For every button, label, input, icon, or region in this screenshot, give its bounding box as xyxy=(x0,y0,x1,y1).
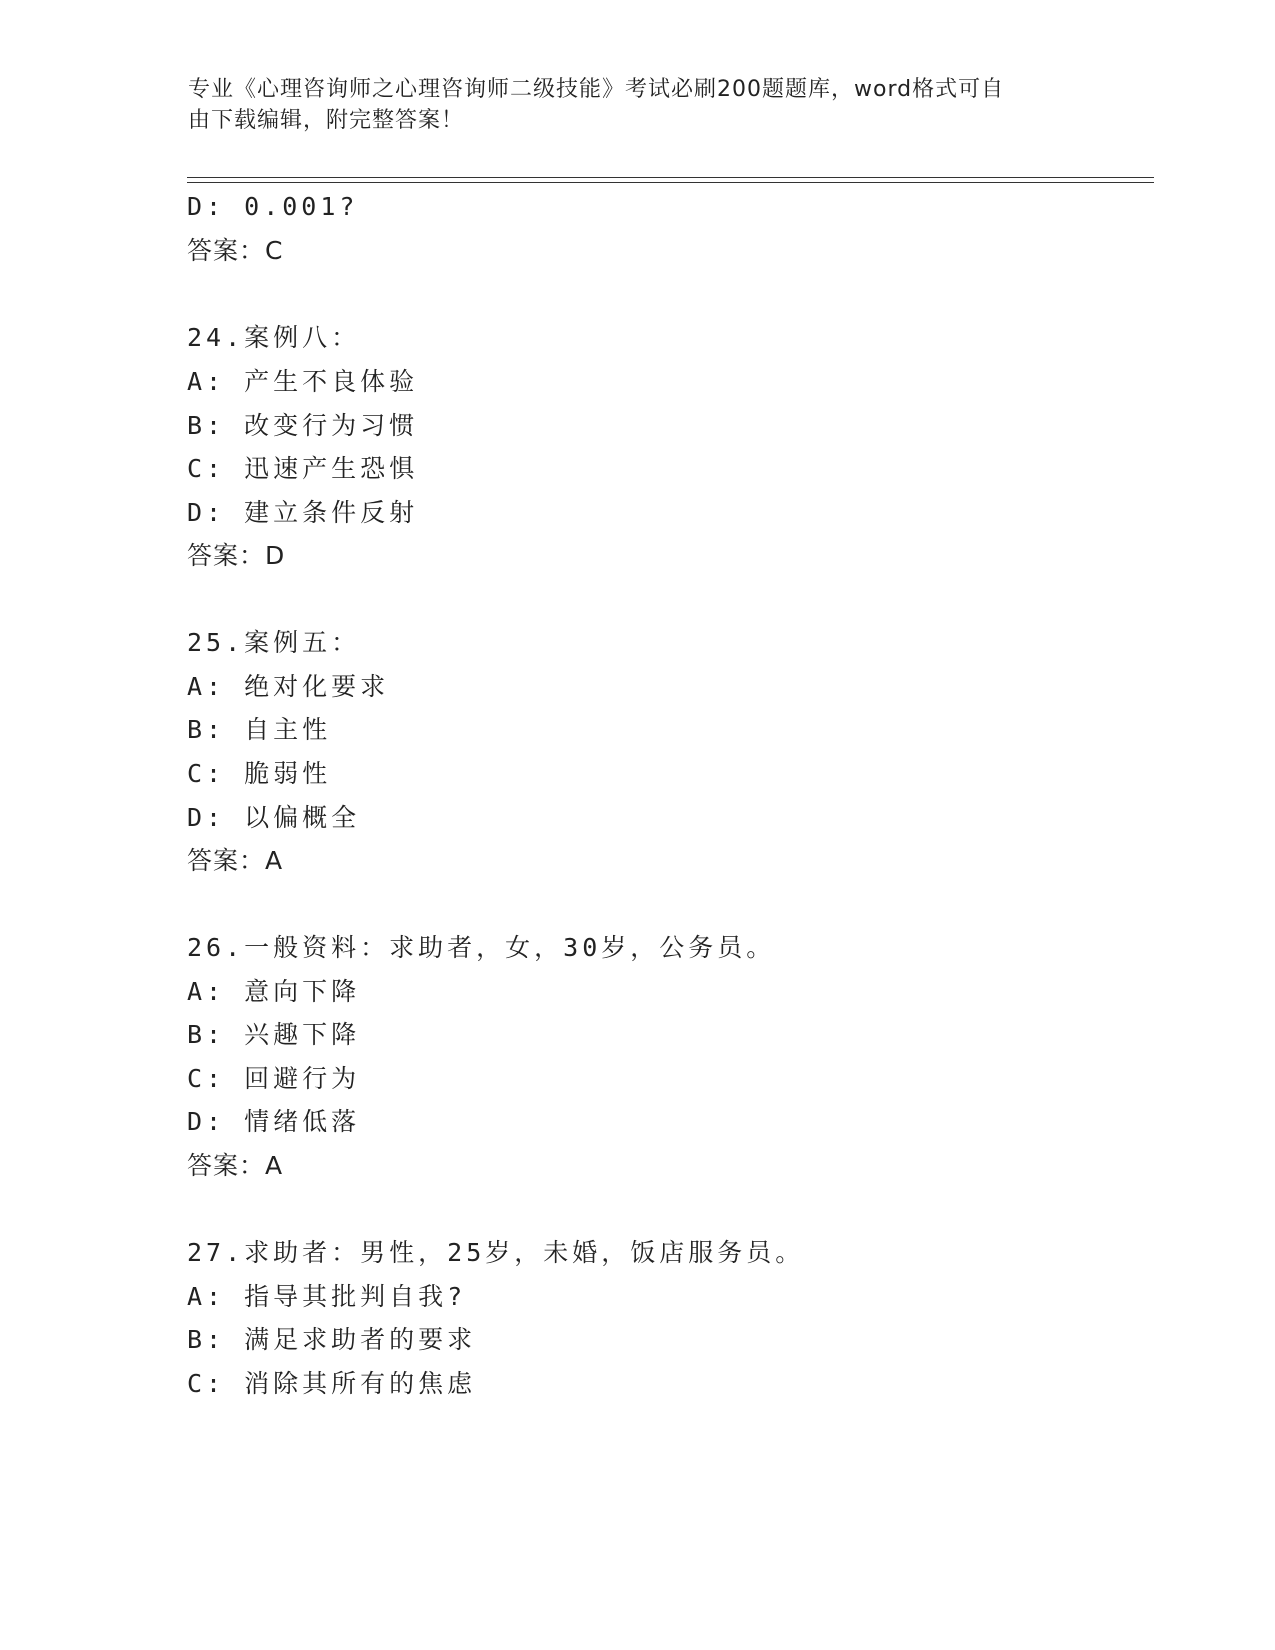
option-d-q26: D: 情绪低落 xyxy=(187,1107,361,1136)
header-divider-bottom xyxy=(187,182,1154,183)
option-d-q23: D: 0.001? xyxy=(187,192,359,221)
question-24: 24.案例八： xyxy=(187,323,361,352)
option-c-q25: C: 脆弱性 xyxy=(187,759,332,788)
question-26: 26.一般资料：求助者，女，30岁，公务员。 xyxy=(187,933,776,962)
option-a-q27: A: 指导其批判自我? xyxy=(187,1282,467,1311)
option-a-q24: A: 产生不良体验 xyxy=(187,367,419,396)
option-a-q25: A: 绝对化要求 xyxy=(187,672,390,701)
header-title-line-1: 专业《心理咨询师之心理咨询师二级技能》考试必刷200题题库，word格式可自 xyxy=(188,77,1005,102)
option-b-q26: B: 兴趣下降 xyxy=(187,1020,361,1049)
option-b-q25: B: 自主性 xyxy=(187,715,332,744)
answer-q25: 答案：A xyxy=(187,846,284,875)
document-header xyxy=(188,74,1088,136)
option-b-q24: B: 改变行为习惯 xyxy=(187,411,419,440)
answer-q24: 答案：D xyxy=(187,541,286,570)
question-27: 27.求助者：男性，25岁，未婚，饭店服务员。 xyxy=(187,1238,805,1267)
answer-q26: 答案：A xyxy=(187,1151,284,1180)
header-divider-top xyxy=(187,177,1154,178)
option-c-q26: C: 回避行为 xyxy=(187,1064,361,1093)
option-c-q24: C: 迅速产生恐惧 xyxy=(187,454,419,483)
option-b-q27: B: 满足求助者的要求 xyxy=(187,1325,477,1354)
option-d-q24: D: 建立条件反射 xyxy=(187,498,419,527)
question-25: 25.案例五： xyxy=(187,628,361,657)
option-a-q26: A: 意向下降 xyxy=(187,977,361,1006)
option-d-q25: D: 以偏概全 xyxy=(187,803,361,832)
header-title-line-2: 由下载编辑，附完整答案！ xyxy=(188,108,465,133)
option-c-q27: C: 消除其所有的焦虑 xyxy=(187,1369,477,1398)
answer-q23: 答案：C xyxy=(187,236,284,265)
